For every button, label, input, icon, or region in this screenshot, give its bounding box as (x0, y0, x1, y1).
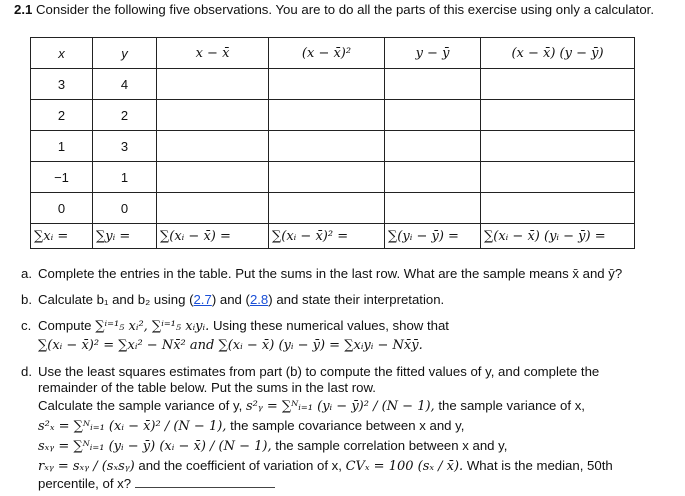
question-b-pre: Calculate b₁ and b₂ using ( (38, 292, 194, 307)
exercise-header (14, 2, 674, 17)
question-d-label: d. (21, 364, 32, 379)
d-line5-post: the sample correlation between x and y, (271, 438, 508, 453)
question-d-line3 (38, 398, 674, 415)
cell-y: 2 (93, 100, 157, 131)
cell-empty[interactable] (269, 193, 385, 224)
variance-y-formula: s²ᵧ = ∑ᴺᵢ₌₁ (yᵢ − ȳ)² / (N − 1), (245, 399, 435, 414)
table-row (31, 162, 635, 193)
answer-blank[interactable] (135, 477, 275, 488)
question-d-line6 (38, 458, 674, 475)
cell-x: 0 (31, 193, 93, 224)
cell-empty[interactable] (269, 131, 385, 162)
cell-y: 0 (93, 193, 157, 224)
header-xy-dev: (x − x̄) (y − ȳ) (481, 38, 635, 69)
sum-x-dev[interactable]: ∑(xᵢ − x̄) = (157, 224, 269, 249)
correlation-formula: rₓᵧ = sₓᵧ / (sₓsᵧ) (38, 459, 135, 474)
header-y: y (93, 38, 157, 69)
question-c-post: Using these numerical values, show that (209, 318, 449, 333)
data-table (30, 37, 635, 249)
question-c-sums-formula: ∑ⁱ⁼¹₅ xᵢ², ∑ⁱ⁼¹₅ xᵢyᵢ. (95, 319, 210, 334)
cell-empty[interactable] (385, 131, 481, 162)
table-row (31, 131, 635, 162)
cell-y: 1 (93, 162, 157, 193)
question-d (21, 364, 671, 380)
cell-empty[interactable] (269, 100, 385, 131)
d-line7-text: percentile, of x? (38, 476, 132, 491)
d-line6-mid: and the coefficient of variation of x, (134, 458, 346, 473)
question-c-identity: ∑(xᵢ − x̄)² = ∑xᵢ² − Nx̄² and ∑(xᵢ − x̄) (yᵢ − ȳ) = ∑xᵢyᵢ − Nx̄ȳ. (38, 338, 423, 353)
d-line3-post: the sample variance of x, (434, 398, 585, 413)
header-x: x (31, 38, 93, 69)
cell-empty[interactable] (385, 69, 481, 100)
question-c-pre: Compute (38, 318, 96, 333)
table-row (31, 69, 635, 100)
cell-empty[interactable] (157, 100, 269, 131)
question-c-label: c. (21, 318, 32, 333)
cv-formula: CVₓ = 100 (sₓ / x̄). (345, 459, 464, 474)
sum-y-dev[interactable]: ∑(yᵢ − ȳ) = (385, 224, 481, 249)
sums-row (31, 224, 635, 249)
cell-empty[interactable] (481, 193, 635, 224)
cell-empty[interactable] (157, 193, 269, 224)
cell-empty[interactable] (481, 131, 635, 162)
exercise-number: 2.1 (14, 2, 33, 17)
covariance-formula: sₓᵧ = ∑ᴺᵢ₌₁ (yᵢ − ȳ) (xᵢ − x̄) / (N − 1), (38, 439, 272, 454)
cell-y: 3 (93, 131, 157, 162)
cell-x: 3 (31, 69, 93, 100)
question-b (21, 292, 671, 308)
question-d-line7 (38, 476, 674, 492)
question-d-line4 (38, 418, 674, 435)
cell-y: 4 (93, 69, 157, 100)
question-d-line2: remainder of the table below. Put the sums in the last row. (38, 380, 376, 395)
question-b-post: ) and state their interpretation. (268, 292, 445, 307)
cell-empty[interactable] (157, 131, 269, 162)
header-x-dev: x − x̄ (157, 38, 269, 69)
sum-x-dev-sq[interactable]: ∑(xᵢ − x̄)² = (269, 224, 385, 249)
table-row (31, 100, 635, 131)
question-c (21, 318, 671, 335)
exercise-intro: Consider the following five observations. You are to do all the parts of this exercise using only a calculator. (36, 2, 654, 17)
header-x-dev-sq: (x − x̄)² (269, 38, 385, 69)
d-line3-pre: Calculate the sample variance of y, (38, 398, 246, 413)
variance-x-formula: s²ₓ = ∑ᴺᵢ₌₁ (xᵢ − x̄)² / (N − 1), (38, 419, 227, 434)
d-line6-post: What is the median, 50th (463, 458, 613, 473)
cell-empty[interactable] (385, 162, 481, 193)
sum-y[interactable]: ∑yᵢ = (93, 224, 157, 249)
cell-x: −1 (31, 162, 93, 193)
cell-empty[interactable] (385, 100, 481, 131)
question-b-mid: ) and ( (211, 292, 250, 307)
table-header-row (31, 38, 635, 69)
cell-empty[interactable] (157, 69, 269, 100)
cell-empty[interactable] (157, 162, 269, 193)
sum-xy-dev[interactable]: ∑(xᵢ − x̄) (yᵢ − ȳ) = (481, 224, 635, 249)
question-b-label: b. (21, 292, 32, 307)
table-row (31, 193, 635, 224)
question-d-line5 (38, 438, 674, 455)
cell-empty[interactable] (481, 162, 635, 193)
cell-x: 1 (31, 131, 93, 162)
sum-x[interactable]: ∑xᵢ = (31, 224, 93, 249)
question-a-text: Complete the entries in the table. Put the sums in the last row. What are the sample means x̄ and ȳ? (38, 266, 623, 281)
equation-2-8-link[interactable]: 2.8 (249, 292, 269, 307)
cell-empty[interactable] (385, 193, 481, 224)
d-line4-post: the sample covariance between x and y, (226, 418, 465, 433)
header-y-dev: y − ȳ (385, 38, 481, 69)
cell-empty[interactable] (481, 69, 635, 100)
equation-2-7-link[interactable]: 2.7 (193, 292, 212, 307)
cell-empty[interactable] (269, 69, 385, 100)
cell-x: 2 (31, 100, 93, 131)
question-a-label: a. (21, 266, 32, 281)
question-d-line1: Use the least squares estimates from part (b) to compute the fitted values of y, and complete the (38, 364, 600, 379)
question-a (21, 266, 671, 282)
cell-empty[interactable] (481, 100, 635, 131)
cell-empty[interactable] (269, 162, 385, 193)
